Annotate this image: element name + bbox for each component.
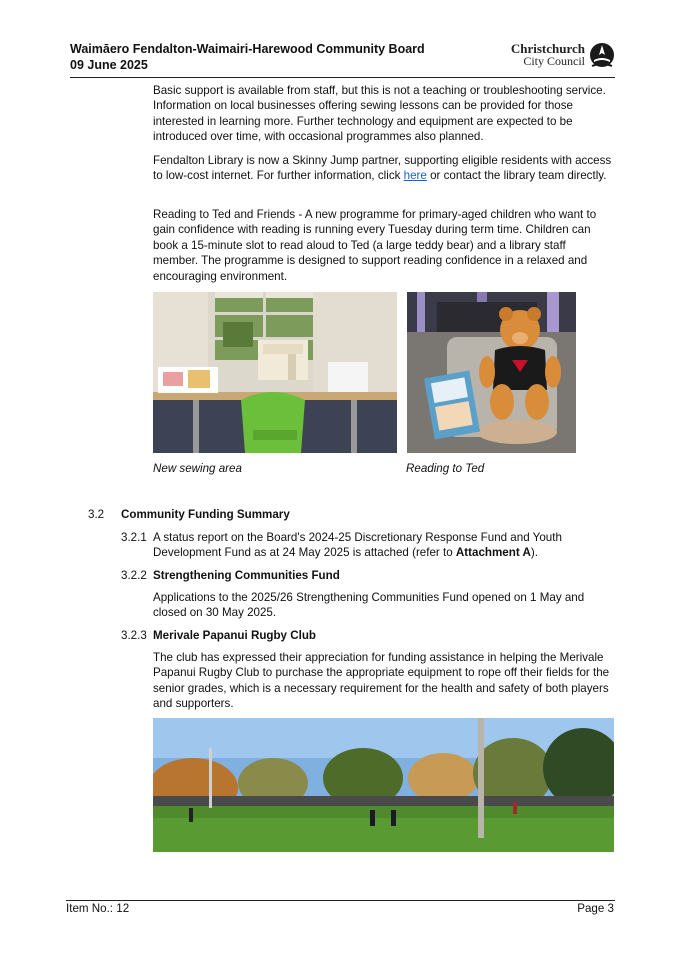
subsection-title-3: Merivale Papanui Rugby Club [153,629,316,642]
rugby-field-photo [153,718,614,852]
skinny-jump-link[interactable]: here [403,169,427,183]
subsection-number-1: 3.2.1 [121,531,147,544]
board-name: Waimāero Fendalton-Waimairi-Harewood Community Board [70,42,425,56]
caption-reading-to-ted: Reading to Ted [406,462,485,475]
attachment-a-ref: Attachment A [455,546,531,560]
paragraph-sewing-support: Basic support is available from staff, but this is not a teaching or troubleshooting service. Information on local businesses offering sewing lessons can be provided for those interested in learning more. Further technology and equipment are expected to be introduced over time, with occasional programmes also planned. [153,84,606,144]
footer-divider [66,900,615,901]
paragraph-strengthening-fund: Applications to the 2025/26 Strengthening Communities Fund opened on 1 May and closed on 30 May 2025. [153,591,585,620]
council-logo [485,41,615,75]
logo-line1: Christchurch [510,41,585,56]
paragraph-rugby-club: The club has expressed their appreciation for funding assistance in helping the Merivale Papanui Rugby Club to purchase the appropriate equipment to rope off their fields for the senior grades, which is a necessary requirement for the health and safety of both players and supporters. [153,651,610,711]
paragraph-reading-to-ted: Reading to Ted and Friends - A new programme for primary-aged children who want to gain confidence with reading is running every Tuesday during term time. Children can book a 15-minute slot to read aloud to Ted (a large teddy bear) and a library staff member. The programme is designed to support reading confidence in a relaxed and encouraging environment. [153,208,597,283]
item-number: Item No.: 12 [66,902,130,915]
subsection-title-2: Strengthening Communities Fund [153,569,340,582]
meeting-date: 09 June 2025 [70,58,148,72]
caption-sewing-area: New sewing area [153,462,242,475]
paragraph-skinny-jump: Fendalton Library is now a Skinny Jump partner, supporting eligible residents with access to low-cost internet. For further information, click here or contact the library team directly. [153,154,612,183]
subsection-number-3: 3.2.3 [121,629,147,642]
section-title: Community Funding Summary [121,508,290,521]
cathedral-logo-icon [589,42,615,72]
subsection-number-2: 3.2.2 [121,569,147,582]
header-divider [70,77,615,78]
page-number: Page 3 [577,902,614,915]
logo-line2: City Council [523,54,585,68]
page-header [70,41,615,77]
sewing-area-photo [153,292,397,453]
paragraph-status-report: A status report on the Board's 2024-25 Discretionary Response Fund and Youth Development Fund as at 24 May 2025 is attached (refer to Attachment A). [153,531,562,560]
reading-to-ted-photo [407,292,576,453]
section-number: 3.2 [88,508,105,521]
